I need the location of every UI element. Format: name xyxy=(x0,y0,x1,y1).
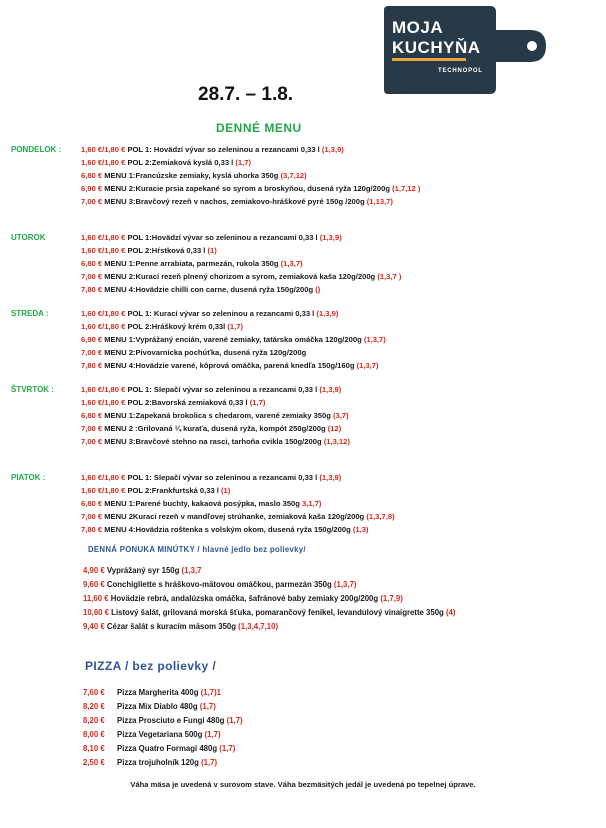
menu-row: 1,60 €/1,80 € POL 1: Slepačí vývar so zeleninou a rezancami 0,33 l (1,3,9) xyxy=(81,385,342,394)
pizza-title: PIZZA / bez polievky / xyxy=(85,659,217,673)
day-label-monday: PONDELOK : xyxy=(11,145,62,154)
menu-row: 1,60 €/1,80 € POL 2:Frankfurtská 0,33 l (1) xyxy=(81,486,231,495)
menu-row: 7,00 € MENU 2Kurací rezeň v mandľovej strúhanke, zemiaková kaša 120g/200g (1,3,7,8) xyxy=(81,512,395,521)
minutky-row: 9,40 € Cézar šalát s kuracím mäsom 350g (1,3,4,7,10) xyxy=(83,622,279,631)
menu-row: 1,60 €/1,80 € POL 2:Zemiaková kyslá 0,33 l (1,7) xyxy=(81,158,252,167)
moja-kuchyna-logo xyxy=(380,6,548,94)
menu-row: 6,90 € MENU 2:Kuracie prsia zapekané so syrom a broskyňou, dusená ryža 120g/200g (1,7,12 ) xyxy=(81,184,421,193)
menu-row: 7,00 € MENU 2 :Grilovaná ¼ kuraťa, dusená ryža, kompót 250g/200g (12) xyxy=(81,424,342,433)
pizza-row: 8,20 € Pizza Prosciuto e Fungi 480g (1,7) xyxy=(83,716,243,725)
menu-row: 7,00 € MENU 3:Bravčové stehno na rasci, tarhoňa cvikla 150g/200g (1,3,12) xyxy=(81,437,350,446)
day-label-friday: PIATOK : xyxy=(11,473,46,482)
date-range: 28.7. – 1.8. xyxy=(198,84,294,105)
menu-row: 7,80 € MENU 4:Hovädzie chilli con carne, dusená ryža 150g/200g () xyxy=(81,285,321,294)
daily-menu-title: DENNÉ MENU xyxy=(216,121,302,135)
menu-row: 7,80 € MENU 4:Hovädzie varené, kôprová omáčka, parená knedľa 150g/160g (1,3,7) xyxy=(81,361,379,370)
pizza-row: 7,60 € Pizza Margherita 400g (1,7)1 xyxy=(83,688,222,697)
day-label-thursday: ŠTVRTOK : xyxy=(11,385,54,394)
minutky-row: 9,60 € Conchigliette s hráškovo-mätovou omáčkou, parmezán 350g (1,3,7) xyxy=(83,580,357,589)
menu-row: 1,60 €/1,80 € POL 2:Hŕstková 0,33 l (1) xyxy=(81,246,217,255)
menu-row: 1,60 €/1,80 € POL 1: Kurací vývar so zeleninou a rezancami 0,33 l (1,3,9) xyxy=(81,309,339,318)
logo-underline xyxy=(392,58,466,61)
logo-subtitle: TECHNOPOL xyxy=(438,68,483,74)
pizza-row: 8,20 € Pizza Mix Diablo 480g (1,7) xyxy=(83,702,216,711)
logo-line2: KUCHYŇA xyxy=(392,38,481,57)
logo-line1: MOJA xyxy=(392,18,444,37)
footer-note: Váha mäsa je uvedená v surovom stave. Váha bezmäsitých jedál je uvedená po tepelnej úprave. xyxy=(130,780,476,789)
menu-row: 6,80 € MENU 1:Parené buchty, kakaová posýpka, maslo 350g 3,1,7) xyxy=(81,499,322,508)
minutky-title: DENNÁ PONUKA MINÚTKY / hlavné jedlo bez polievky/ xyxy=(88,545,306,554)
menu-row: 6,80 € MENU 1:Zapekaná brokolica s chedarom, varené zemiaky 350g (3,7) xyxy=(81,411,349,420)
menu-row: 7,80 € MENU 4:Hovädzia roštenka s volským okom, dusená ryža 150g/200g (1,3) xyxy=(81,525,369,534)
menu-row: 1,60 €/1,80 € POL 1:Hovädzí vývar so zeleninou a rezancami 0,33 l (1,3,9) xyxy=(81,233,342,242)
pizza-row: 2,50 € Pizza trojuholník 120g (1,7) xyxy=(83,758,218,767)
menu-row: 7,00 € MENU 3:Bravčový rezeň v nachos, zemiakovo-hráškové pyré 150g /200g (1,13,7) xyxy=(81,197,393,206)
menu-row: 6,80 € MENU 1:Francúzske zemiaky, kyslá uhorka 350g (3,7,12) xyxy=(81,171,307,180)
menu-row: 7,00 € MENU 2:Pivovarnícka pochúťka, dusená ryža 120g/200g xyxy=(81,348,307,357)
minutky-row: 10,60 € Listový šalát, grilovaná morská šťuka, pomarančový fenikel, levandulový vinaigrette 350g (4) xyxy=(83,608,456,617)
day-label-tuesday: UTOROK xyxy=(11,233,46,242)
minutky-row: 11,60 € Hovädzie rebrá, andalúzska omáčka, šafránové baby zemiaky 200g/200g (1,7,9) xyxy=(83,594,403,603)
minutky-row: 4,90 € Vyprážaný syr 150g (1,3,7 xyxy=(83,566,202,575)
menu-row: 1,60 €/1,80 € POL 1: Hovädzí vývar so zeleninou a rezancami 0,33 l (1,3,9) xyxy=(81,145,344,154)
menu-row: 6,80 € MENU 1:Penne arrabiata, parmezán, rukola 350g (1,3,7) xyxy=(81,259,303,268)
menu-row: 6,90 € MENU 1:Vyprážaný encián, varené zemiaky, tatárska omáčka 120g/200g (1,3,7) xyxy=(81,335,386,344)
menu-row: 1,60 €/1,80 € POL 2:Bavorská zemiaková 0,33 l (1,7) xyxy=(81,398,266,407)
day-label-wednesday: STREDA : xyxy=(11,309,49,318)
menu-row: 1,60 €/1,80 € POL 2:Hráškový krém 0,33l (1,7) xyxy=(81,322,243,331)
menu-row: 1,60 €/1,80 € POL 1: Slepačí vývar so zeleninou a rezancami 0,33 l (1,3,9) xyxy=(81,473,342,482)
pizza-row: 8,00 € Pizza Vegetariana 500g (1,7) xyxy=(83,730,221,739)
menu-row: 7,00 € MENU 2:Kurací rezeň plnený chorizom a syrom, zemiaková kaša 120g/200g (1,3,7 ) xyxy=(81,272,402,281)
pizza-row: 8,10 € Pizza Quatro Formagi 480g (1,7) xyxy=(83,744,236,753)
